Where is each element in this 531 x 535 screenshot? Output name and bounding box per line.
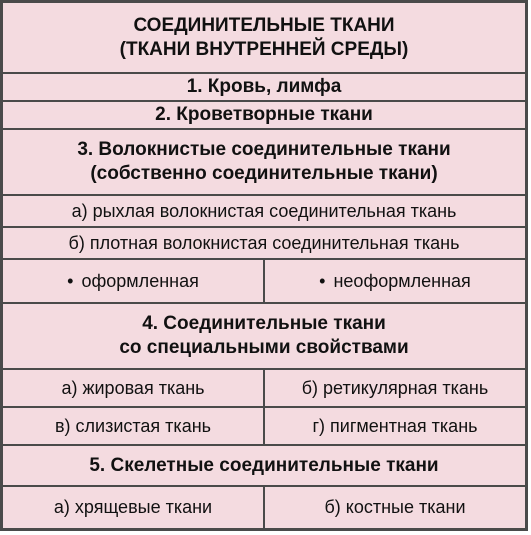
section-4-row: [3, 304, 525, 370]
section-4-heading: [3, 304, 525, 368]
section-4-items-row-1: [3, 370, 525, 408]
section-3-item-a-row: [3, 196, 525, 228]
table-title: [3, 3, 525, 72]
section-4-item-d: г) пигментная ткань: [263, 408, 525, 444]
section-3-line-2: (собственно соединительные ткани): [90, 163, 438, 184]
section-2-row: [3, 102, 525, 130]
section-3-row: [3, 130, 525, 196]
section-4-items-row-2: [3, 408, 525, 446]
section-5-items-row: [3, 487, 525, 528]
section-3-item-b: б) плотная волокнистая соединительная ткань: [68, 232, 460, 253]
section-4-line-1: 4. Соединительные ткани: [142, 313, 386, 334]
section-4-line-2: со специальными свойствами: [119, 337, 409, 358]
section-3-subtypes-row: [3, 260, 525, 304]
title-row: [3, 3, 525, 74]
section-2-heading: 2. Кроветворные ткани: [155, 104, 373, 125]
subtype-unformed: • неоформленная: [319, 271, 471, 292]
subtype-formed: • оформленная: [67, 271, 199, 292]
section-3-item-a: а) рыхлая волокнистая соединительная ткань: [71, 200, 457, 221]
subtype-cell-formed: [3, 260, 263, 302]
section-5-heading: 5. Скелетные соединительные ткани: [89, 454, 439, 476]
section-5-item-b: б) костные ткани: [263, 487, 525, 528]
section-3-item-b-row: [3, 228, 525, 260]
section-4-item-a: а) жировая ткань: [61, 377, 205, 398]
title-line-2: (ТКАНИ ВНУТРЕННЕЙ СРЕДЫ): [119, 38, 409, 60]
section-5-row: [3, 446, 525, 487]
section-3-heading: [3, 130, 525, 194]
section-1-row: [3, 74, 525, 102]
section-4-item-b: б) ретикулярная ткань: [263, 370, 525, 406]
section-5-item-a: а) хрящевые ткани: [53, 497, 213, 517]
section-4-item-c: в) слизистая ткань: [54, 415, 212, 436]
section-3-line-1: 3. Волокнистые соединительные ткани: [77, 139, 451, 160]
subtype-cell-unformed: [263, 260, 525, 302]
title-line-1: СОЕДИНИТЕЛЬНЫЕ ТКАНИ: [133, 14, 395, 36]
section-1-heading: 1. Кровь, лимфа: [186, 76, 342, 97]
